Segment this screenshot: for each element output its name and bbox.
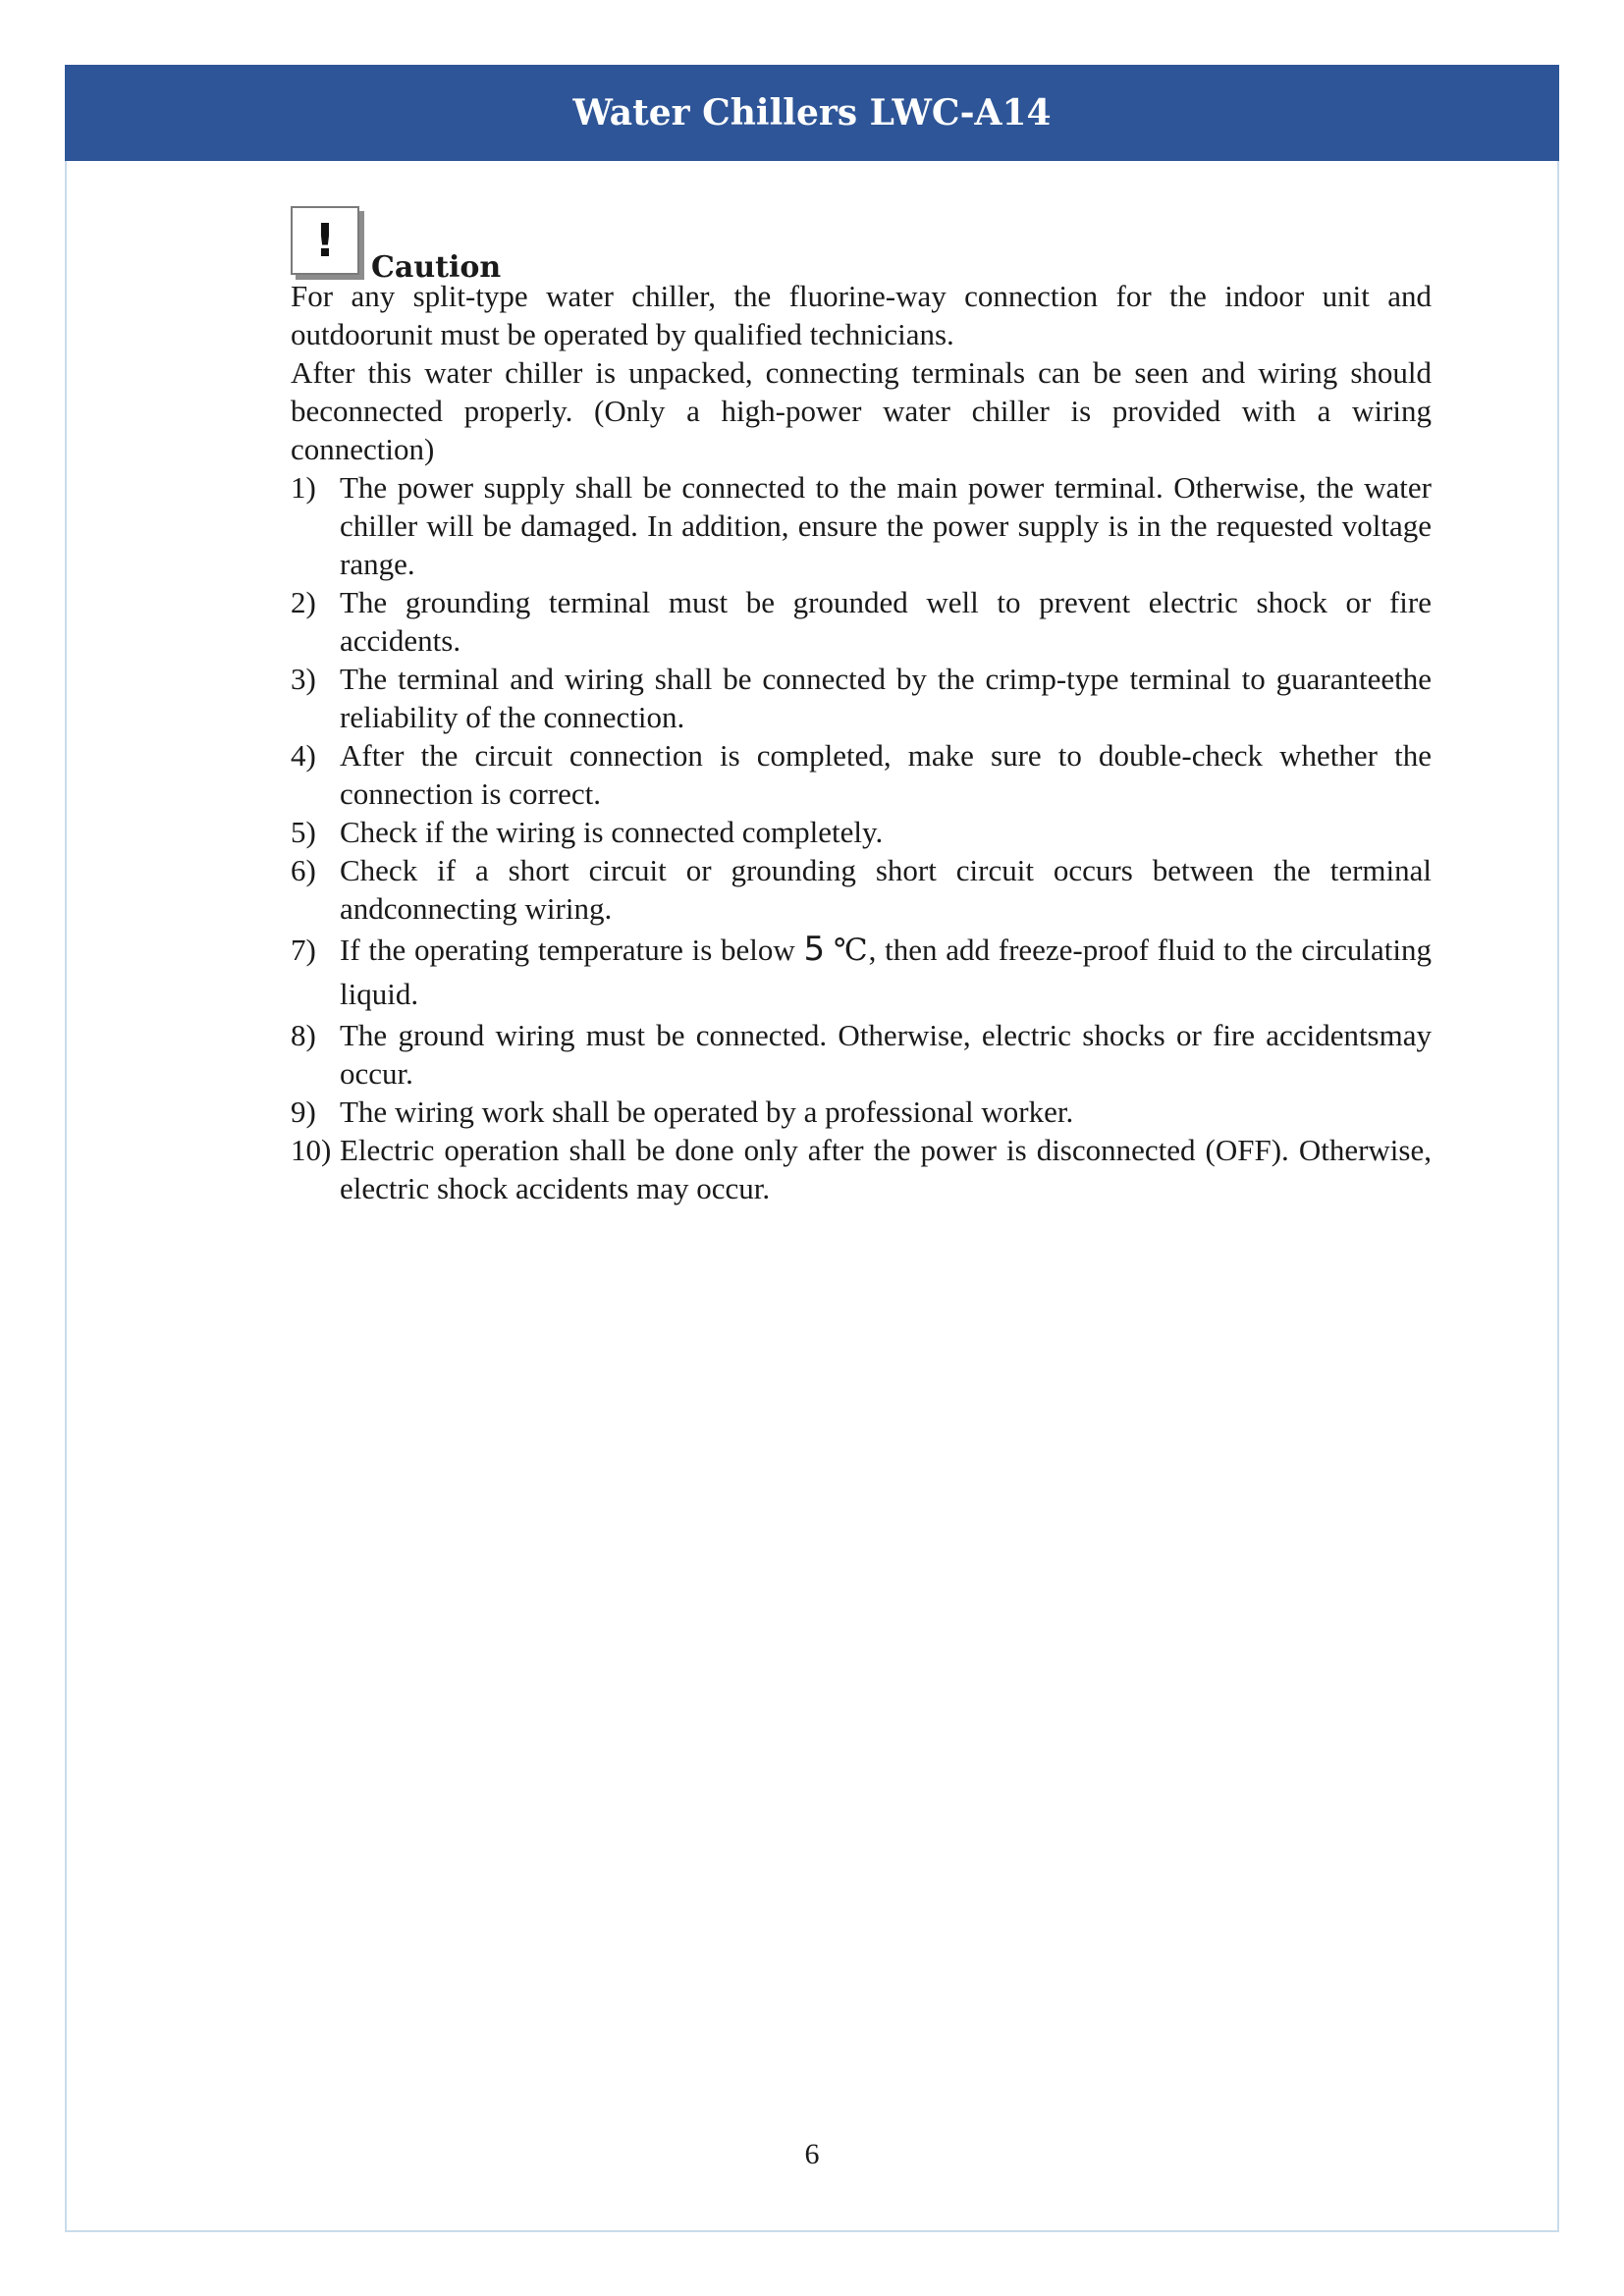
list-item-text: The power supply shall be connected to the main power terminal. Otherwise, the water chiller will be damaged. In addition, ensure the power supply is in the requested voltage range. bbox=[340, 470, 1432, 581]
caution-paragraph: For any split-type water chiller, the fluorine-way connection for the indoor unit and outdoorunit must be operated by qualified technicians. bbox=[291, 279, 1432, 351]
exclamation-warning-icon: ! bbox=[291, 206, 359, 275]
temperature-value: 5 bbox=[803, 930, 826, 969]
list-item bbox=[291, 928, 1432, 1016]
list-item bbox=[291, 1016, 1432, 1093]
list-item-text-end: ℃, then add freeze-proof fluid to the circulating liquid. bbox=[340, 933, 1432, 1011]
caution-paragraph: After this water chiller is unpacked, connecting terminals can be seen and wiring should beconnected properly. (Only a high-power water chiller is provided with a wiring connection) bbox=[291, 355, 1432, 466]
list-item-text: After the circuit connection is completed, make sure to double-check whether the connection is correct. bbox=[340, 738, 1432, 811]
list-item-number: 1) bbox=[291, 470, 316, 505]
list-item bbox=[291, 813, 1432, 851]
document-header bbox=[65, 65, 1559, 161]
list-item-number: 6) bbox=[291, 853, 316, 887]
list-item bbox=[291, 851, 1432, 928]
list-item bbox=[291, 468, 1432, 583]
list-item-number: 2) bbox=[291, 585, 316, 619]
list-item bbox=[291, 1131, 1432, 1207]
list-item-text: The ground wiring must be connected. Otherwise, electric shocks or fire accidentsmay occur. bbox=[340, 1018, 1432, 1091]
caution-section bbox=[291, 198, 1432, 1207]
list-item-number: 3) bbox=[291, 662, 316, 696]
list-item-text: Check if a short circuit or grounding short circuit occurs between the terminal andconnecting wiring. bbox=[340, 853, 1432, 926]
caution-list bbox=[291, 468, 1432, 1207]
list-item-text: The terminal and wiring shall be connected by the crimp-type terminal to guaranteethe reliability of the connection. bbox=[340, 662, 1432, 734]
list-item bbox=[291, 1093, 1432, 1131]
list-item-text: The grounding terminal must be grounded well to prevent electric shock or fire accidents. bbox=[340, 585, 1432, 658]
list-item-number: 7) bbox=[291, 933, 316, 967]
list-item-text: The wiring work shall be operated by a professional worker. bbox=[340, 1095, 1074, 1129]
caution-title: Caution bbox=[371, 250, 502, 285]
list-item-text-start: If the operating temperature is below bbox=[340, 933, 804, 967]
list-item-number: 8) bbox=[291, 1018, 316, 1052]
list-item-number: 4) bbox=[291, 738, 316, 773]
list-item bbox=[291, 736, 1432, 813]
page-number: 6 bbox=[804, 2138, 820, 2170]
list-item-text: Check if the wiring is connected completely. bbox=[340, 815, 884, 849]
list-item bbox=[291, 660, 1432, 736]
list-item-text bbox=[340, 928, 1432, 1016]
list-item-number: 10) bbox=[291, 1133, 332, 1167]
list-item-number: 9) bbox=[291, 1095, 316, 1129]
list-item-text: Electric operation shall be done only after the power is disconnected (OFF). Otherwise, electric shock accidents may occur. bbox=[340, 1133, 1432, 1205]
list-item-number: 5) bbox=[291, 815, 316, 849]
list-item bbox=[291, 583, 1432, 660]
caution-heading bbox=[291, 198, 1432, 285]
document-title: Water Chillers LWC-A14 bbox=[572, 92, 1052, 133]
